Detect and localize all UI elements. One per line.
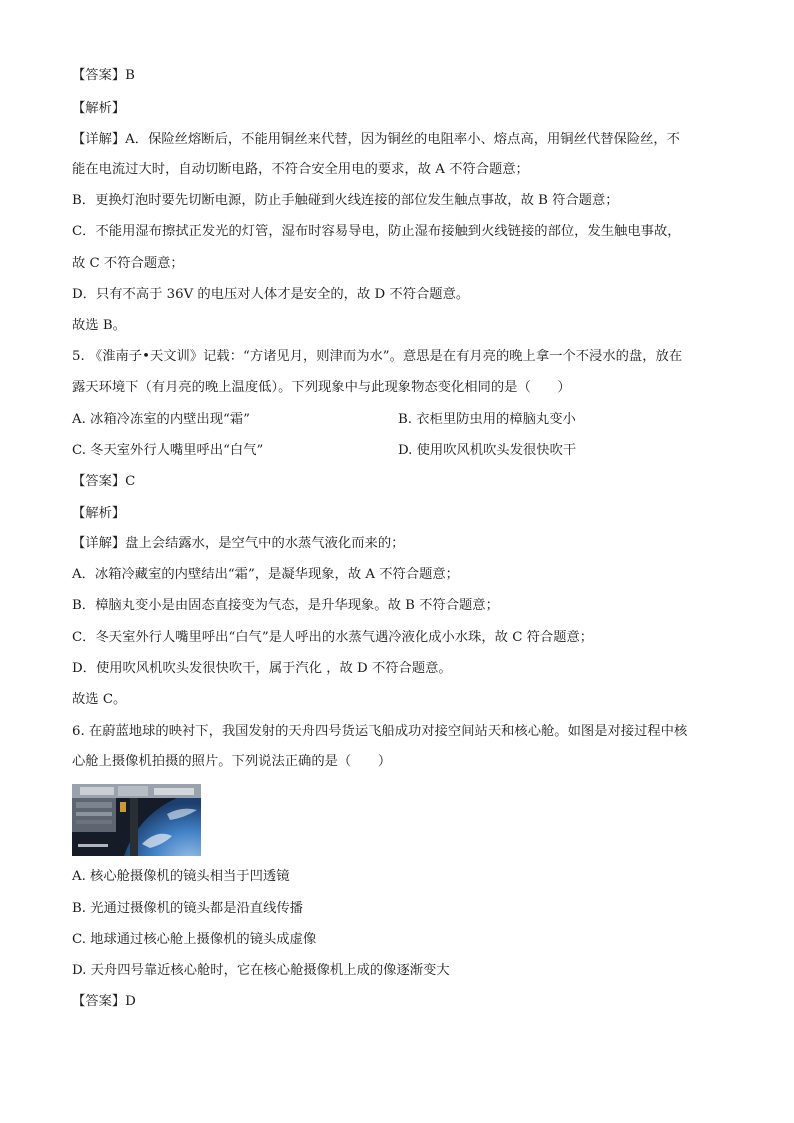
spacecraft-docking-photo — [72, 784, 201, 856]
q4-detail-line: C．不能用湿布擦拭正发光的灯管，湿布时容易导电，防止湿布接触到火线链接的部位，发生触电事故， — [72, 224, 681, 239]
q4-detail-line: 故 C 不符合题意； — [72, 256, 184, 271]
q5-option-b: B. 衣柜里防虫用的樟脑丸变小 — [398, 412, 576, 427]
q5-detail-line: 【详解】盘上会结露水，是空气中的水蒸气液化而来的； — [72, 536, 405, 551]
q4-detail-line: D．只有不高于 36V 的电压对人体才是安全的，故 D 不符合题意。 — [72, 287, 470, 302]
q6-stem-line: 心舱上摄像机拍摄的照片。下列说法正确的是（ ） — [72, 754, 392, 769]
q4-detail-line: 能在电流过大时，自动切断电路，不符合安全用电的要求，故 A 不符合题意； — [72, 162, 529, 177]
q6-option-d: D. 天舟四号靠近核心舱时，它在核心舱摄像机上成的像逐渐变大 — [72, 963, 450, 978]
q5-detail-line: C．冬天室外行人嘴里呼出“白气”是人呼出的水蒸气遇冷液化成小水珠，故 C 符合题意； — [72, 630, 594, 645]
q5-analysis-heading: 【解析】 — [72, 506, 126, 521]
q5-option-d: D. 使用吹风机吹头发很快吹干 — [398, 443, 577, 458]
q5-conclusion: 故选 C。 — [72, 692, 127, 707]
q5-stem-line: 露天环境下（有月亮的晚上温度低）。下列现象中与此现象物态变化相同的是（ ） — [72, 380, 571, 395]
q5-answer: 【答案】C — [72, 474, 136, 489]
q5-option-c: C. 冬天室外行人嘴里呼出“白气” — [72, 443, 264, 458]
q5-option-a: A. 冰箱冷冻室的内壁出现“霜” — [72, 412, 250, 427]
q5-detail-line: D．使用吹风机吹头发很快吹干，属于汽化 ，故 D 不符合题意。 — [72, 661, 452, 676]
q4-answer: 【答案】B — [72, 68, 135, 83]
q5-detail-line: A．冰箱冷藏室的内壁结出“霜”，是凝华现象，故 A 不符合题意； — [72, 567, 459, 582]
q4-conclusion: 故选 B。 — [72, 318, 126, 333]
q6-option-b: B. 光通过摄像机的镜头都是沿直线传播 — [72, 901, 303, 916]
q5-stem-line: 5. 《淮南子•天文训》记载：“方诸见月，则津而为水”。意思是在有月亮的晚上拿一个不浸水的盘，放在 — [72, 349, 683, 364]
q4-analysis-heading: 【解析】 — [72, 101, 126, 116]
q6-option-c: C. 地球通过核心舱上摄像机的镜头成虚像 — [72, 932, 317, 947]
q6-stem-line: 6. 在蔚蓝地球的映衬下，我国发射的天舟四号货运飞船成功对接空间站天和核心舱。如图是对接过程中核 — [72, 724, 688, 739]
q6-answer: 【答案】D — [72, 994, 136, 1009]
q6-option-a: A. 核心舱摄像机的镜头相当于凹透镜 — [72, 869, 290, 884]
q5-detail-line: B．樟脑丸变小是由固态直接变为气态，是升华现象。故 B 不符合题意； — [72, 598, 499, 613]
q4-detail-line: B．更换灯泡时要先切断电源，防止手触碰到火线连接的部位发生触点事故，故 B 符合题意； — [72, 193, 619, 208]
q4-detail-line: 【详解】A．保险丝熔断后，不能用铜丝来代替，因为铜丝的电阻率小、熔点高，用铜丝代替保险丝，不 — [72, 132, 680, 147]
